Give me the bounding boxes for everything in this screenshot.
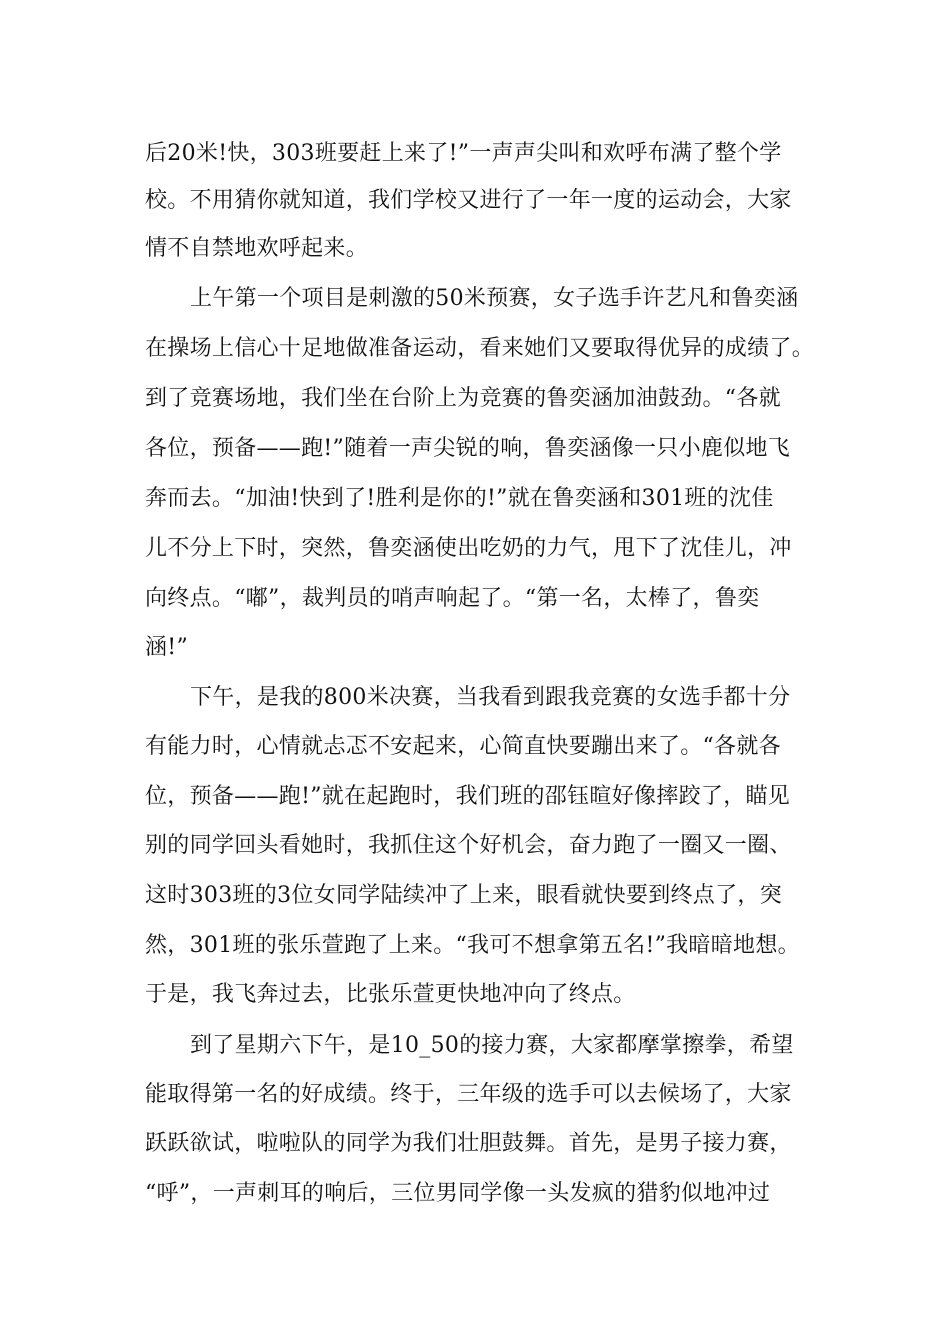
text-line: 到了竞赛场地，我们坐在台阶上为竞赛的鲁奕涵加油鼓劲。“各就 [145, 386, 781, 411]
text-line: 有能力时，心情就忐忑不安起来，心简直快要蹦出来了。“各就各 [145, 734, 781, 759]
text-line: 别的同学回头看她时，我抓住这个好机会，奋力跑了一圈又一圈、 [145, 833, 792, 858]
text-line: 然，301班的张乐萱跑了上来。“我可不想拿第五名!”我暗暗地想。 [145, 933, 800, 958]
paragraph-first-line: 到了星期六下午，是10_50的接力赛，大家都摩掌擦拳，希望 [190, 1033, 794, 1058]
text-line: “呼”，一声刺耳的响后，三位男同学像一头发疯的猎豹似地冲过 [145, 1181, 771, 1206]
text-line: 跃跃欲试，啦啦队的同学为我们壮胆鼓舞。首先，是男子接力赛， [145, 1131, 792, 1156]
text-line: 奔而去。“加油!快到了!胜利是你的!”就在鲁奕涵和301班的沈佳 [145, 486, 774, 511]
paragraph-first-line: 上午第一个项目是刺激的50米预赛，女子选手许艺凡和鲁奕涵 [190, 286, 799, 311]
paragraph-first-line: 下午，是我的800米决赛，当我看到跟我竞赛的女选手都十分 [190, 685, 791, 710]
text-line: 于是，我飞奔过去，比张乐萱更快地冲向了终点。 [145, 982, 636, 1007]
text-line: 向终点。“嘟”，裁判员的哨声响起了。“第一名，太棒了，鲁奕 [145, 586, 760, 611]
text-line: 在操场上信心十足地做准备运动，看来她们又要取得优异的成绩了。 [145, 336, 815, 361]
text-line: 位，预备——跑!”就在起跑时，我们班的邵钰暄好像摔跤了，瞄见 [145, 784, 791, 809]
text-line: 儿不分上下时，突然，鲁奕涵使出吃奶的力气，甩下了沈佳儿，冲 [145, 536, 792, 561]
text-line: 后20米!快，303班要赶上来了!”一声声尖叫和欢呼布满了整个学 [145, 141, 782, 166]
text-line: 这时303班的3位女同学陆续冲了上来，眼看就快要到终点了，突 [145, 883, 782, 908]
text-line: 校。不用猜你就知道，我们学校又进行了一年一度的运动会，大家 [145, 188, 792, 213]
text-line: 涵!” [145, 635, 188, 660]
text-line: 情不自禁地欢呼起来。 [145, 236, 369, 261]
text-line: 能取得第一名的好成绩。终于，三年级的选手可以去候场了，大家 [145, 1082, 792, 1107]
text-line: 各位，预备——跑!”随着一声尖锐的响，鲁奕涵像一只小鹿似地飞 [145, 436, 791, 461]
